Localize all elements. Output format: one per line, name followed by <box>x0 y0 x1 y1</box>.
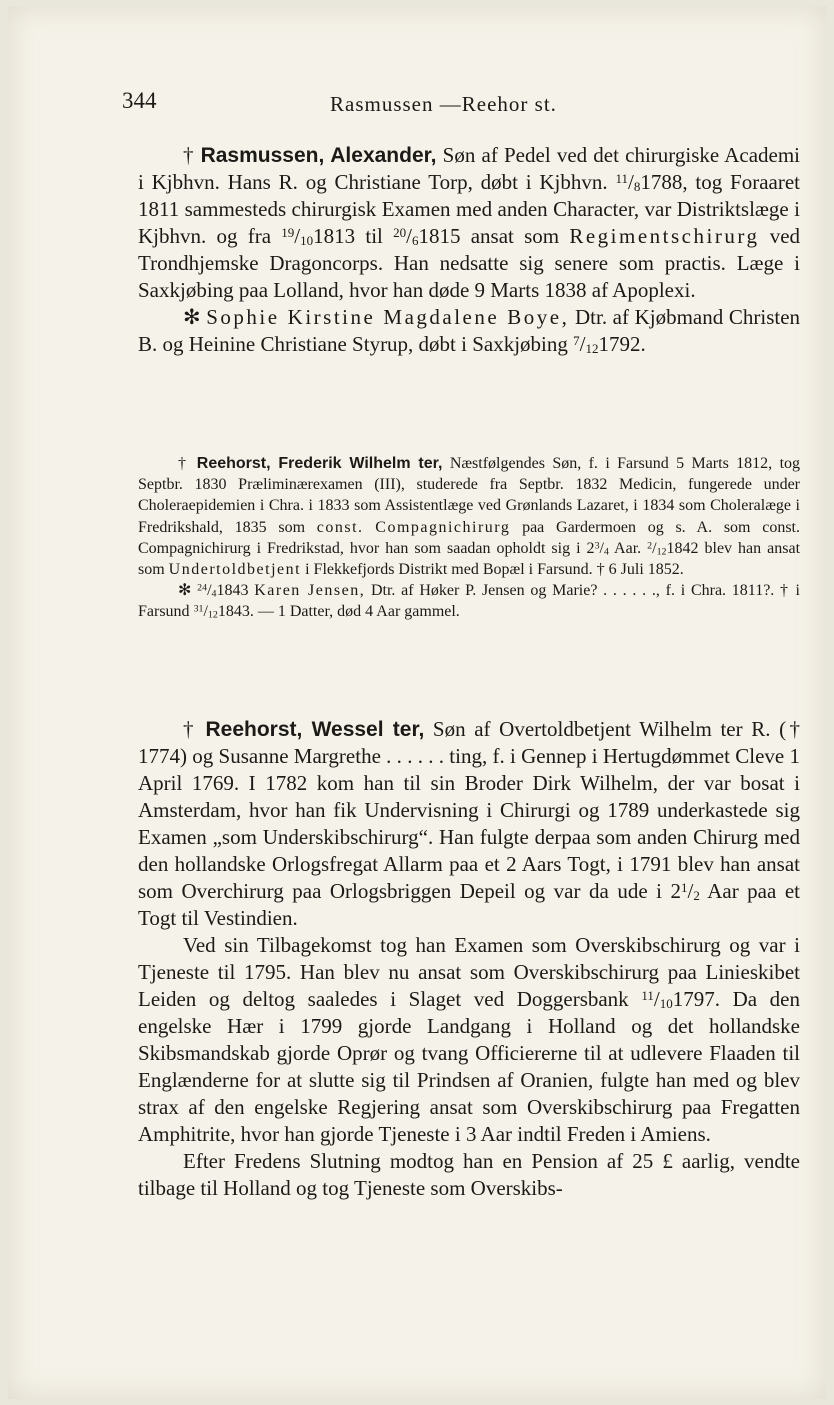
entry-frederik <box>138 453 800 623</box>
marriage-symbol: ✻ <box>178 582 192 600</box>
marriage-symbol: ✻ <box>183 305 201 329</box>
entry-rasmussen-bio: † Rasmussen, Alexander, Søn af Pedel ved det chirurgiske Academi i Kjbhvn. Hans R. og Christiane Torp, døbt i Kjbhvn. $^{11}/_81788$, tog Foraaret 1811 sammesteds chirurgisk Examen med anden Character, var Distriktslæge i Kjbhvn. og fra $^{19}/_{10}1813$ til $^{20}/_61815$ ansat som Regimentschirurg ved Trondhjemske Dragoncorps. Han nedsatte sig senere som practis. Læge i Saxkjøbing paa Lolland, hvor han døde 9 Marts 1838 af Apoplexi. <box>138 143 801 302</box>
running-title: Rasmussen —Reehor st. <box>330 92 557 116</box>
spouse-name: Sophie Kirstine Magdalene Boye, <box>206 305 570 329</box>
entry-wessel-para3: Efter Fredens Slutning modtog han en Pension af 25 £ aarlig, vendte tilbage til Holland og tog Tjeneste som Overskibs- <box>138 1149 800 1200</box>
entry-frederik-spouse: ✻ $^{24}/_41843$ Karen Jensen, Dtr. af Høker P. Jensen og Marie? . . . . . ., f. i Chra. 1811?. † i Farsund $^{31}/_{12}1843$. — 1 Datter, død 4 Aar gammel. <box>138 582 800 621</box>
page-header <box>8 88 826 124</box>
entry-name: Reehorst, Frederik Wilhelm ter, <box>196 455 443 472</box>
entry-name: Reehorst, Wessel ter, <box>205 718 425 741</box>
entry-wessel-para2: Ved sin Tilbagekomst tog han Examen som Overskibschirurg og var i Tjeneste til 1795. Han blev nu ansat som Overskibschirurg paa Linieskibet Leiden og deltog saaledes i Slaget ved Doggersbank $^{11}/_{10}1797$. Da den engelske Hær i 1799 gjorde Landgang i Holland og det hollandske Skibsmandskab gjorde Oprør og tvang Officiererne til at udlevere Flaaden til Englænderne for at slutte sig til Prindsen af Oranien, fulgte han med og blev strax af den engelske Regjering ansat som Overskibschirurg paa Fregatten Amphitrite, hvor han gjorde Tjeneste i 3 Aar indtil Freden i Amiens. <box>138 933 801 1146</box>
book-page <box>8 6 826 1399</box>
page-number: 344 <box>122 88 157 113</box>
entry-frederik-bio: † Reehorst, Frederik Wilhelm ter, Næstfølgendes Søn, f. i Farsund 5 Marts 1812, tog Septbr. 1830 Præliminærexamen (III), studerede fra Septbr. 1832 Medicin, fungerede under Choleraepidemien i Chra. i 1833 som Assistentlæge ved Grønlands Lazaret, i 1834 som Choleralæge i Fredrikshald, 1835 som const. Compagnichirurg paa Gardermoen og s. A. som const. Compagnichirurg i Fredrikstad, hvor han som saadan opholdt sig i $2^3/_4$ Aar. $^2/_{12}1842$ blev han ansat som Undertoldbetjent i Flekkefjords Distrikt med Bopæl i Farsund. † 6 Juli 1852. <box>138 455 801 579</box>
spouse-name: Karen Jensen, <box>254 582 366 600</box>
entry-name: Rasmussen, Alexander, <box>200 144 437 167</box>
entry-wessel <box>138 716 800 1202</box>
entry-rasmussen <box>138 142 800 358</box>
entry-wessel-bio: † Reehorst, Wessel ter, Søn af Overtoldbetjent Wilhelm ter R. († 1774) og Susanne Margrethe . . . . . . ting, f. i Gennep i Hertugdømmet Cleve 1 April 1769. I 1782 kom han til sin Broder Dirk Wilhelm, der var bosat i Amsterdam, hvor han fik Undervisning i Chirurgi og 1789 underkastede sig Examen „som Underskibschirurg“. Han fulgte derpaa som anden Chirurg med den hollandske Orlogsfregat Allarm paa et 2 Aars Togt, i 1791 blev han ansat som Overchirurg paa Orlogsbriggen Depeil og var da ude i $2^1/_2$ Aar paa et Togt til Vestindien. <box>138 717 800 930</box>
entry-rasmussen-spouse: ✻ Sophie Kirstine Magdalene Boye, Dtr. af Kjøbmand Christen B. og Heinine Christiane Styrup, døbt i Saxkjøbing $^7/_{12}1792$. <box>138 305 801 356</box>
